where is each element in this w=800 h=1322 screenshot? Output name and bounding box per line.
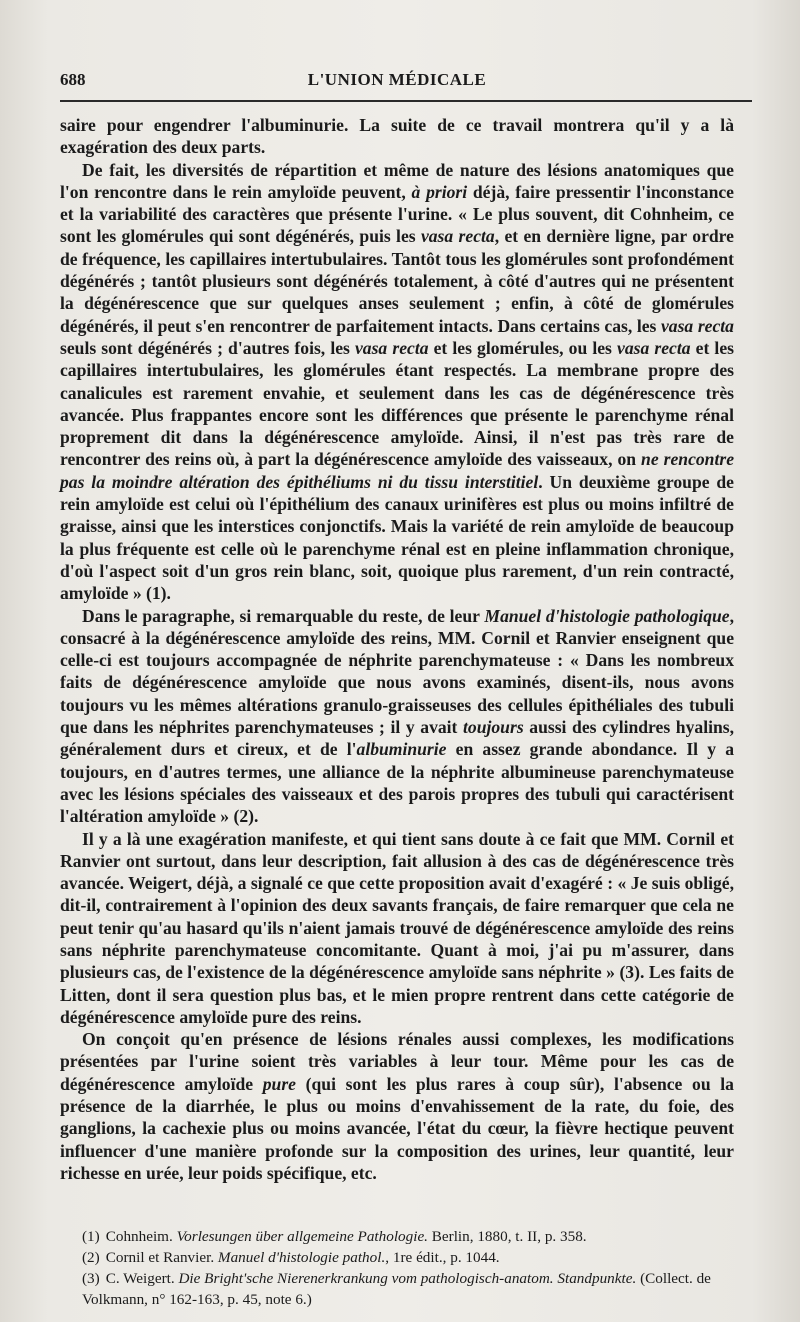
text-run: , 1re édit., p. 1044. xyxy=(385,1249,500,1266)
footnote xyxy=(60,1226,734,1247)
footnotes xyxy=(60,1226,734,1310)
italic-text: Die Bright'sche Nierenerkrankung vom pathologisch-anatom. Standpunkte. xyxy=(178,1270,637,1287)
italic-text: pure xyxy=(262,1073,296,1094)
text-run: On conçoit qu'en présence de lésions rénales aussi complexes, les modifications présentées par l'urine soient très variables à leur tour. Même pour les cas de dégénérescence amyloïde xyxy=(60,1029,734,1094)
text-run: Cohnheim. xyxy=(105,1228,177,1245)
italic-text: toujours xyxy=(463,717,524,738)
text-run: De fait, les diversités de répartition et même de nature des lésions anatomiques que l'on rencontre dans le rein amyloïde peuvent, xyxy=(60,159,734,202)
footnote xyxy=(60,1247,734,1268)
text-run: aussi des cylindres hyalins, généralement durs et cireux, et de l' xyxy=(60,717,734,760)
paragraph xyxy=(60,828,734,1029)
text-run: , et en dernière ligne, par ordre de fréquence, les capillaires intertubulaires. Tantôt tous les glomérules sont profondément dégénérés ; tantôt plusieurs sont dégénérés totalement, à côté d'autres qui ne présentent la dégénérescence que sur quelques anses seulement ; enfin, à côté de glomérules dégénérés, il peut s'en rencontrer de parfaitement intacts. Dans certains cas, les xyxy=(60,226,734,336)
italic-text: Manuel d'histologie pathol. xyxy=(217,1249,386,1266)
italic-text: vasa recta xyxy=(354,337,429,358)
text-run: Berlin, 1880, t. II, p. 358. xyxy=(427,1228,587,1245)
italic-text: à priori xyxy=(411,181,468,202)
page-number: 688 xyxy=(60,70,86,89)
text-run: . Un deuxième groupe de rein amyloïde est celui où l'épithélium des canaux urinifères est plus ou moins infiltré de graisse, ainsi que les interstices conjonctifs. Mais la variété de rein amyloïde de beaucoup la plus fréquente est celle où le parenchyme rénal est en pleine inflammation chronique, d'où l'aspect soit d'un gros rein blanc, soit, quoique plus rarement, d'un rein contracté, amyloïde » (1). xyxy=(60,471,734,604)
text-run: (Collect. de Volkmann, n° 162-163, p. 45, note 6.) xyxy=(82,1270,711,1308)
text-run: Cornil et Ranvier. xyxy=(105,1249,218,1266)
text-run: Il y a là une exagération manifeste, et qui tient sans doute à ce fait que MM. Cornil et Ranvier ont surtout, dans leur description, fait allusion à des cas de dégénérescence très avancée. Weigert, déjà, a signalé ce que cette proposition avait d'exagéré : « Je suis obligé, dit-il, contrairement à l'opinion des deux savants français, de faire remarquer que cela ne peut tenir qu'au hasard qu'ils n'aient jamais trouvé de dégénérescence amyloïde des reins sans néphrite parenchymateuse concomitante. Quant à moi, j'ai pu m'assurer, dans plusieurs cas, de l'existence de la dégénérescence amyloïde sans néphrite » (3). Les faits de Litten, dont il sera question plus bas, et le mien propre rentrent dans cette catégorie de dégénérescence amyloïde pure des reins. xyxy=(60,828,734,1027)
paragraph xyxy=(60,1028,734,1184)
text-run: Dans le paragraphe, si remarquable du reste, de leur xyxy=(82,605,485,626)
text-run: seuls sont dégénérés ; d'autres fois, les xyxy=(60,337,355,358)
italic-text: Vorlesungen über allgemeine Pathologie. xyxy=(176,1228,428,1245)
italic-text: vasa recta xyxy=(660,315,734,336)
italic-text: albuminurie xyxy=(356,739,447,760)
text-run: , consacré à la dégénérescence amyloïde des reins, MM. Cornil et Ranvier enseignent que celle-ci est toujours accompagnée de néphrite parenchymateuse : « Dans les nombreux faits de dégénérescence amyloïde que nous avons examinés, disent-ils, nous avons toujours vu les mêmes altérations granulo-graisseuses des cellules épithéliales des tubuli que dans les néphrites parenchymateuses ; il y avait xyxy=(60,605,734,738)
text-run: (qui sont les plus rares à coup sûr), l'absence ou la présence de la diarrhée, le plus ou moins d'envahissement de la rate, du foie, des ganglions, la cachexie plus ou moins avancée, l'état du cœur, la fièvre hectique peuvent influencer d'une manière profonde sur la composition des urines, leur quantité, leur richesse en urée, leur poids spécifique, etc. xyxy=(60,1073,734,1183)
paragraph xyxy=(60,159,734,605)
running-header xyxy=(60,70,734,96)
footnote-number: (3) xyxy=(82,1270,100,1287)
paragraph xyxy=(60,114,734,159)
text-run: déjà, faire pressentir l'inconstance et la variabilité des caractères que présente l'urine. « Le plus souvent, dit Cohnheim, ce sont les glomérules qui sont dégénérés, puis les xyxy=(60,181,734,247)
text-run: et les capillaires intertubulaires, les glomérules étant respectés. La membrane propre des canalicules est rarement envahie, et seulement dans les cas de dégénérescence très avancée. Plus frappantes encore sont les différences que présente le parenchyme rénal proprement dit dans la dégénérescence amyloïde. Ainsi, il n'est pas très rare de rencontrer des reins où, à part la dégénérescence amyloïde des vaisseaux, on xyxy=(60,337,734,470)
text-run: en assez grande abondance. Il y a toujours, en d'autres termes, une alliance de la néphrite albumineuse parenchymateuse avec les lésions spéciales des vaisseaux et des parois propres des tubuli qui caractérisent l'altération amyloïde » (2). xyxy=(60,739,734,827)
text-run: C. Weigert. xyxy=(105,1270,179,1287)
paragraph xyxy=(60,605,734,828)
footnote xyxy=(60,1268,734,1310)
italic-text: vasa recta xyxy=(617,337,691,358)
footnote-number: (1) xyxy=(82,1228,100,1245)
italic-text: Manuel d'histologie pathologique xyxy=(484,605,730,626)
italic-text: vasa recta xyxy=(420,226,495,247)
journal-title: L'UNION MÉDICALE xyxy=(307,70,487,89)
italic-text: ne rencontre pas la moindre altération des épithéliums ni du tissu interstitiel xyxy=(60,449,734,492)
header-rule xyxy=(60,100,752,102)
body-text xyxy=(60,114,734,1184)
footnote-number: (2) xyxy=(82,1249,100,1266)
text-run: saire pour engendrer l'albuminurie. La suite de ce travail montrera qu'il y a là exagération des deux parts. xyxy=(60,115,734,158)
text-run: et les glomérules, ou les xyxy=(428,337,618,358)
